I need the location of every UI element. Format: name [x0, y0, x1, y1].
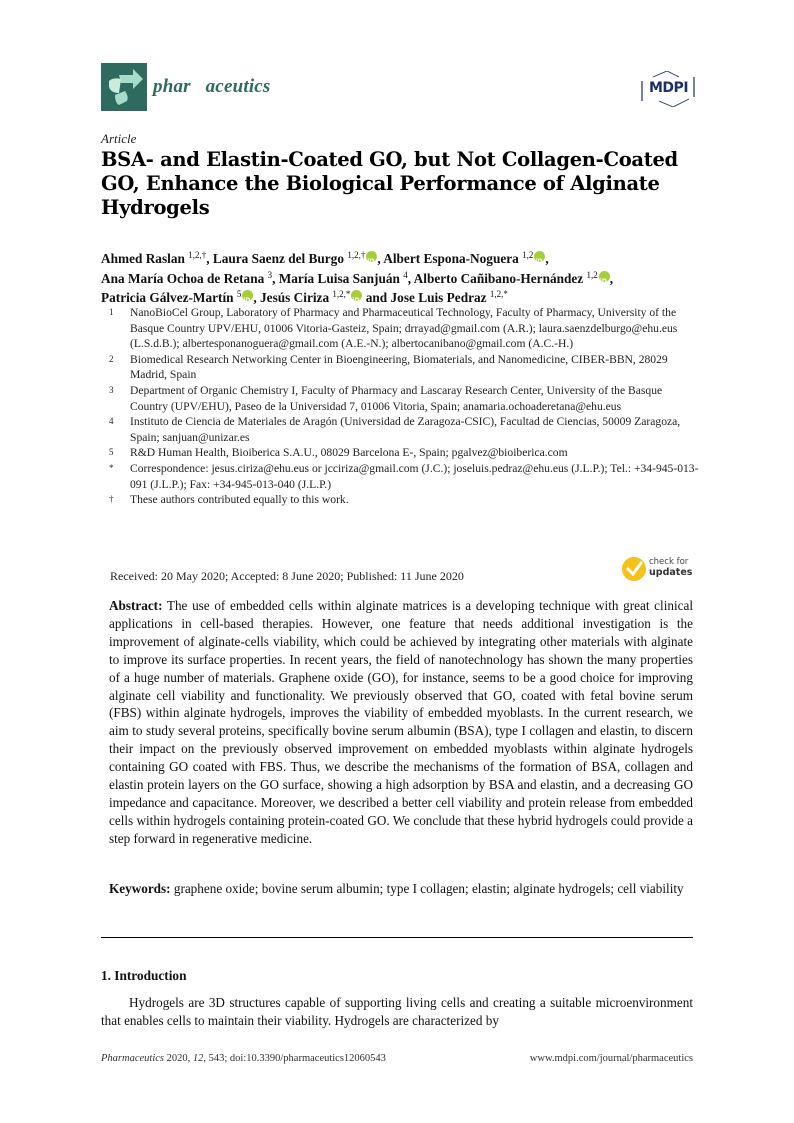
affiliation-marker: 3 [109, 384, 114, 395]
footer-journal: Pharmaceutics [101, 1053, 164, 1064]
keywords-text: graphene oxide; bovine serum albumin; type I collagen; elastin; alginate hydrogels; cell viability [170, 881, 684, 896]
author-affiliation-marker: 1,2,† [188, 250, 207, 260]
affiliation-marker: 4 [109, 416, 114, 427]
author-affiliation-marker: 1,2,* [489, 289, 508, 299]
author-affiliation-marker: 1,2 [522, 250, 534, 260]
orcid-icon[interactable] [599, 271, 610, 282]
affiliation-text: Correspondence: jesus.ciriza@ehu.eus or jcciriza@gmail.com (J.C.); joseluis.pedraz@ehu.eus (J.L.P.); Tel.: +34-945-013-091 (J.L.P.); Fax: +34-945-013-040 (J.L.P.) [130, 461, 699, 491]
author-list: Ahmed Raslan $^{1,2,\dagger}$, Laura Saenz del Burgo $^{1,2,\dagger}$ iD , Albert Espona-Noguera $^{1,2}$ iD , Ana María Ochoa de Retana $^3$, María Luisa Sanjuán $^4$, Alberto Cañibano-Hernández $^{1,2}$ iD , Patricia Gálvez-Martín $^5$ iD , Jesús Ciriza $^{1,2,*}$iD and Jose Luis Pedraz $^{1,2,*}$ [101, 249, 701, 308]
author-affiliation-marker: 4 [403, 269, 408, 280]
affiliation-item [101, 305, 701, 352]
section-divider [101, 937, 693, 938]
affiliation-item [101, 383, 701, 414]
affiliation-text: R&D Human Health, Bioiberica S.A.U., 08029 Barcelona E-, Spain; pgalvez@bioiberica.com [130, 446, 568, 460]
journal-url-link[interactable]: www.mdpi.com/journal/pharmaceutics [529, 1053, 693, 1064]
affiliation-item [101, 414, 701, 445]
footer-year: 2020, [164, 1053, 193, 1064]
check-for-updates-line2: updates [649, 567, 693, 578]
author-name: Laura Saenz del Burgo [212, 251, 344, 266]
citation-line [101, 1053, 386, 1064]
mdpi-logo-text: MDPI [649, 80, 689, 96]
author-name: Jesús Ciriza [260, 290, 330, 305]
affiliation-marker: † [109, 494, 114, 505]
author-affiliation-marker: 1,2 [586, 269, 598, 280]
journal-name: phar aceutics [153, 76, 271, 97]
mdpi-logo-icon [639, 71, 697, 107]
affiliation-list [101, 305, 701, 508]
author-name: Alberto Cañibano-Hernández [413, 270, 584, 286]
footer-doi[interactable]: , 543; doi:10.3390/pharmaceutics12060543 [203, 1053, 386, 1064]
author-name: Ahmed Raslan [101, 251, 185, 266]
affiliation-text: Instituto de Ciencia de Materiales de Aragón (Universidad de Zaragoza-CSIC), Facultad de Ciencias, 50009 Zaragoza, Spain; sanjuan@unizar.es [130, 415, 681, 444]
orcid-icon[interactable] [242, 290, 253, 301]
affiliation-text: These authors contributed equally to this work. [130, 493, 349, 507]
affiliation-marker: 2 [109, 353, 114, 364]
affiliation-text: Biomedical Research Networking Center in Bioengineering, Biomaterials, and Nanomedicine, CIBER-BBN, 28029 Madrid, Spain [130, 352, 668, 382]
affiliation-marker: * [109, 462, 114, 473]
author-name: María Luisa Sanjuán [278, 270, 400, 286]
author-name: Ana María Ochoa de Retana [101, 270, 265, 286]
keywords-label: Keywords: [109, 881, 171, 896]
affiliation-item [101, 445, 701, 461]
page-header [101, 63, 697, 111]
abstract-label: Abstract: [109, 598, 163, 613]
affiliation-item [101, 461, 701, 492]
abstract-text: The use of embedded cells within alginate matrices is a developing technique with great clinical applications in cell-based therapies. However, one feature that needs additional investigation is the improvement of alginate-cells viability, which could be achieved by integrating other materials with alginate to improve its surface properties. In recent years, the field of nanotechnology has shown the many properties of a huge number of materials. Graphene oxide (GO), for instance, seems to be a good choice for improving alginate cell viability and functionality. We previously observed that GO, coated with fetal bovine serum (FBS) within alginate hydrogels, improves the viability of embedded myoblasts. In the current research, we aim to study several proteins, specifically bovine serum albumin (BSA), type I collagen and elastin, to discern their impact on the previously observed improvement on embedded myoblasts within alginate hydrogels containing GO coated with FBS. Thus, we describe the mechanisms of the formation of BSA, collagen and elastin protein layers on the GO surface, showing a high adsorption by BSA and elastin, and a decreasing GO impedance and capacitance. Moreover, we described a better cell viability and protein release from embedded cells within hydrogels containing protein-coated GO. We conclude that these hybrid hydrogels could provide a step forward in regenerative medicine. [109, 598, 693, 846]
check-for-updates-line1: check for [649, 557, 689, 567]
affiliation-text: NanoBioCel Group, Laboratory of Pharmacy and Pharmaceutical Technology, Faculty of Pharmacy, University of the Basque Country UPV/EHU, 01006 Vitoria-Gasteiz, Spain; drrayad@gmail.com (A.R.); laura.saenzdelburgo@ehu.eus (L.S.d.B.); albertesponanoguera@gmail.com (A.E.-N.); albertocanibano@gmail.com (A.C.-H.) [130, 306, 678, 351]
orcid-icon[interactable] [351, 290, 362, 301]
section-heading-introduction: 1. Introduction [101, 968, 187, 983]
abstract [109, 597, 693, 848]
journal-logo-icon [101, 63, 147, 111]
check-for-updates-button[interactable] [622, 556, 696, 584]
article-title: BSA- and Elastin-Coated GO, but Not Collagen-Coated GO, Enhance the Biological Performance of Alginate Hydrogels [101, 148, 678, 219]
author-name: Patricia Gálvez-Martín [101, 290, 234, 305]
affiliation-marker: 1 [109, 307, 114, 317]
author-name: Jose Luis Pedraz [390, 290, 487, 305]
author-affiliation-marker: 3 [267, 269, 273, 280]
orcid-icon[interactable] [534, 251, 545, 262]
author-affiliation-marker: 5 [236, 289, 242, 299]
author-name: Albert Espona-Noguera [383, 251, 519, 266]
checkmark-icon [622, 557, 646, 581]
article-type: Article [101, 131, 137, 146]
keywords [109, 880, 693, 898]
publication-dates: Received: 20 May 2020; Accepted: 8 June 2020; Published: 11 June 2020 [110, 569, 464, 583]
orcid-icon[interactable] [366, 251, 377, 262]
affiliation-item [101, 352, 701, 383]
author-affiliation-marker: 1,2,* [332, 289, 351, 299]
affiliation-marker: 5 [109, 447, 114, 458]
affiliation-item [101, 492, 701, 508]
affiliation-text: Department of Organic Chemistry I, Faculty of Pharmacy and Lascaray Research Center, University of the Basque Country (UPV/EHU), Paseo de la Universidad 7, 01006 Vitoria, Spain; anamaria.ochoaderetana@ehu.eus [130, 383, 663, 413]
author-affiliation-marker: 1,2,† [347, 250, 366, 260]
introduction-paragraph: Hydrogels are 3D structures capable of supporting living cells and creating a suitable microenvironment that enables cells to maintain their viability. Hydrogels are characterized by [101, 995, 693, 1028]
footer-volume: 12 [192, 1053, 204, 1064]
